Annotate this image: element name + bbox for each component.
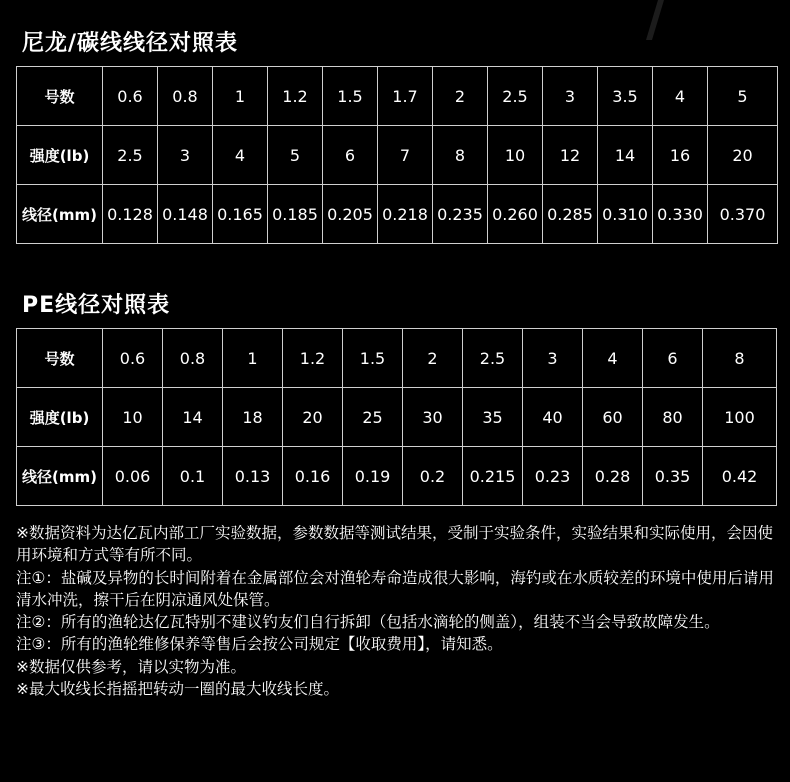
table-cell: 0.8 xyxy=(158,67,213,126)
note-max-retrieve: ※最大收线长指摇把转动一圈的最大收线长度。 xyxy=(16,680,339,699)
table-cell: 100 xyxy=(703,388,777,447)
table-cell: 0.215 xyxy=(463,447,523,506)
table-cell: 0.42 xyxy=(703,447,777,506)
table-cell: 0.165 xyxy=(213,185,268,244)
table-cell: 20 xyxy=(708,126,778,185)
table-cell: 0.2 xyxy=(403,447,463,506)
pe-table-title: PE线径对照表 xyxy=(22,293,171,318)
table-cell: 12 xyxy=(543,126,598,185)
table-cell: 10 xyxy=(103,388,163,447)
table-cell: 20 xyxy=(283,388,343,447)
table-cell: 16 xyxy=(653,126,708,185)
table-cell: 0.185 xyxy=(268,185,323,244)
table-cell: 1.7 xyxy=(378,67,433,126)
table-cell: 0.13 xyxy=(223,447,283,506)
table-cell: 4 xyxy=(653,67,708,126)
table-cell: 0.310 xyxy=(598,185,653,244)
table-cell: 1.5 xyxy=(323,67,378,126)
table-cell: 7 xyxy=(378,126,433,185)
table-cell: 2 xyxy=(433,67,488,126)
table-cell: 0.205 xyxy=(323,185,378,244)
table-cell: 80 xyxy=(643,388,703,447)
table-cell: 60 xyxy=(583,388,643,447)
table-cell: 0.128 xyxy=(103,185,158,244)
note-reference: ※数据仅供参考，请以实物为准。 xyxy=(16,657,246,676)
table-cell: 0.35 xyxy=(643,447,703,506)
row-label: 线径(mm) xyxy=(17,447,103,506)
table-row xyxy=(17,329,777,388)
table-cell: 0.06 xyxy=(103,447,163,506)
table-cell: 40 xyxy=(523,388,583,447)
table-cell: 0.370 xyxy=(708,185,778,244)
table-cell: 2.5 xyxy=(463,329,523,388)
table-cell: 0.148 xyxy=(158,185,213,244)
table-cell: 0.6 xyxy=(103,329,163,388)
table-row xyxy=(17,447,777,506)
table-cell: 1.2 xyxy=(283,329,343,388)
table-cell: 14 xyxy=(163,388,223,447)
table-row xyxy=(17,67,778,126)
table-cell: 0.19 xyxy=(343,447,403,506)
fishing-rod-tip-decoration xyxy=(630,0,670,40)
table-cell: 18 xyxy=(223,388,283,447)
table-cell: 5 xyxy=(708,67,778,126)
table-cell: 3 xyxy=(158,126,213,185)
table-cell: 0.16 xyxy=(283,447,343,506)
table-cell: 10 xyxy=(488,126,543,185)
table-cell: 0.28 xyxy=(583,447,643,506)
table-cell: 8 xyxy=(703,329,777,388)
row-label: 强度(lb) xyxy=(17,126,103,185)
table-cell: 6 xyxy=(643,329,703,388)
table-cell: 8 xyxy=(433,126,488,185)
table-cell: 1.2 xyxy=(268,67,323,126)
pe-table-body xyxy=(17,329,777,506)
table-cell: 4 xyxy=(213,126,268,185)
table-cell: 2 xyxy=(403,329,463,388)
table-cell: 25 xyxy=(343,388,403,447)
note-1: 注①：盐碱及异物的长时间附着在金属部位会对渔轮寿命造成很大影响，海钓或在水质较差的环境中使用后请用清水冲洗，擦干后在阴凉通风处保管。 xyxy=(16,568,774,609)
note-disclaimer: ※数据资料为达亿瓦内部工厂实验数据，参数数据等测试结果，受制于实验条件，实验结果和实际使用，会因使用环境和方式等有所不同。 xyxy=(16,524,773,565)
row-label: 号数 xyxy=(17,329,103,388)
table-cell: 0.218 xyxy=(378,185,433,244)
table-cell: 0.285 xyxy=(543,185,598,244)
row-label: 号数 xyxy=(17,67,103,126)
table-row xyxy=(17,185,778,244)
table-cell: 2.5 xyxy=(488,67,543,126)
table-cell: 0.235 xyxy=(433,185,488,244)
table-cell: 14 xyxy=(598,126,653,185)
table-cell: 1 xyxy=(223,329,283,388)
nylon-table-title: 尼龙/碳线线径对照表 xyxy=(22,31,239,56)
table-cell: 2.5 xyxy=(103,126,158,185)
pe-diameter-table xyxy=(16,328,777,506)
table-row xyxy=(17,388,777,447)
row-label: 强度(lb) xyxy=(17,388,103,447)
table-cell: 1.5 xyxy=(343,329,403,388)
table-row xyxy=(17,126,778,185)
table-cell: 0.260 xyxy=(488,185,543,244)
table-cell: 6 xyxy=(323,126,378,185)
table-cell: 0.330 xyxy=(653,185,708,244)
table-cell: 1 xyxy=(213,67,268,126)
table-cell: 0.6 xyxy=(103,67,158,126)
table-cell: 30 xyxy=(403,388,463,447)
table-cell: 5 xyxy=(268,126,323,185)
table-cell: 3.5 xyxy=(598,67,653,126)
note-2: 注②：所有的渔轮达亿瓦特别不建议钓友们自行拆卸（包括水滴轮的侧盖），组装不当会导致故障发生。 xyxy=(16,613,720,632)
table-cell: 0.23 xyxy=(523,447,583,506)
notes-section xyxy=(16,522,786,700)
note-3: 注③：所有的渔轮维修保养等售后会按公司规定【收取费用】，请知悉。 xyxy=(16,635,503,654)
table-cell: 0.8 xyxy=(163,329,223,388)
table-cell: 35 xyxy=(463,388,523,447)
nylon-diameter-table xyxy=(16,66,778,244)
table-cell: 4 xyxy=(583,329,643,388)
table-cell: 3 xyxy=(523,329,583,388)
nylon-table-body xyxy=(17,67,778,244)
table-cell: 3 xyxy=(543,67,598,126)
table-cell: 0.1 xyxy=(163,447,223,506)
row-label: 线径(mm) xyxy=(17,185,103,244)
